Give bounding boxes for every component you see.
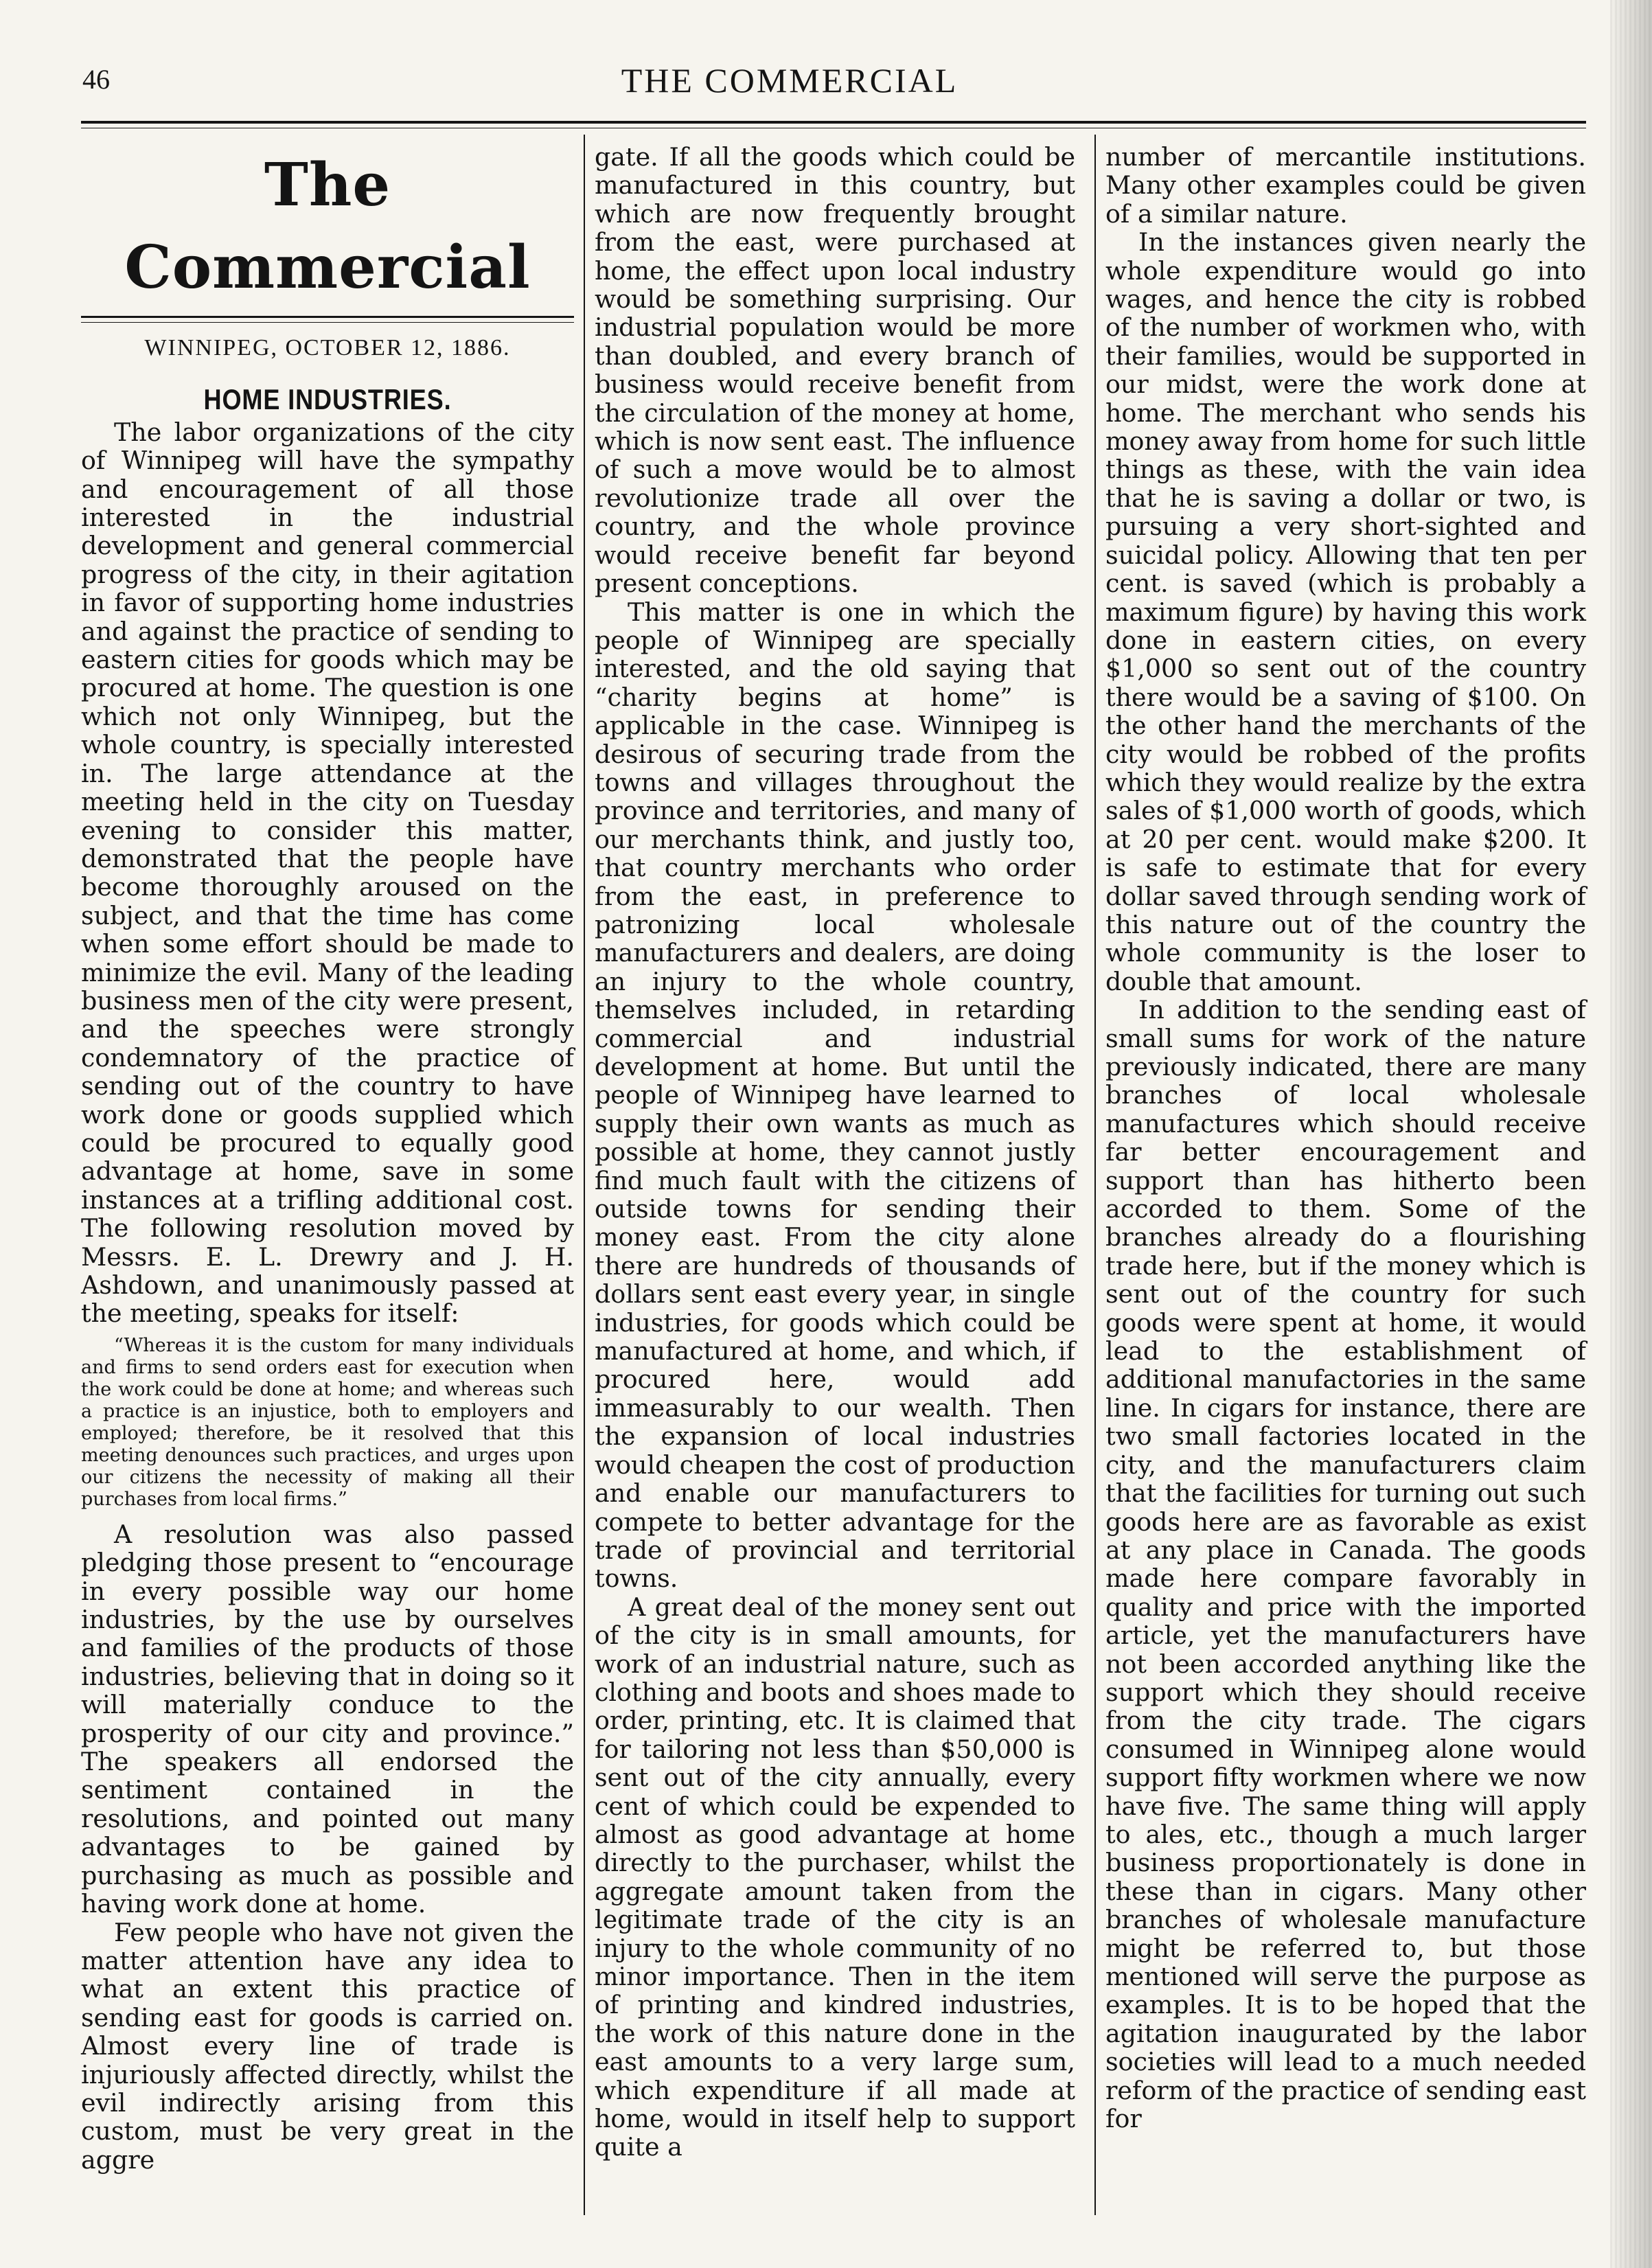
paragraph: In addition to the sending east of small sums for work of the nature previously indicated, there are many branches of local wholesale manufactures which should receive far better encouragement and support than has hitherto been accorded to them. Some of the branches already do a flourishing trade here, but if the money which is sent out of the country for such goods were spent at home, it would lead to the establishment of additional manufactories in the same line. In cigars for instance, there are two small factories located in the city, and the manufacturers claim that the facilities for turning out such goods here are as favorable as exist at any place in Canada. The goods made here compare favorably in quality and price with the imported article, yet the manufacturers have not been accorded anything like the support which they should receive from the city trade. The cigars consumed in Winnipeg alone would support fifty workmen where we now have five. The same thing will apply to ales, etc., though a much larger business proportionately is done in these than in cigars. Many other branches of wholesale manufacture might be referred to, but those mentioned will serve the purpose as examples. It is to be hoped that the agitation inaugurated by the labor societies will lead to a much needed reform of the practice of sending east for (1105, 995, 1586, 2134)
article-column-3 (1105, 143, 1586, 2217)
page-number: 46 (82, 64, 110, 95)
masthead-title: The Commercial (124, 150, 531, 302)
paragraph: A great deal of the money sent out of the city is in small amounts, for work of an industrial nature, such as clothing and boots and shoes made to order, printing, etc. It is claimed that for tailoring not less than $50,000 is sent out of the city annually, every cent of which could be expended to almost as good advantage at home directly to the purchaser, whilst the aggregate amount taken from the legitimate trade of the city is an injury to the whole community of no minor importance. Then in the item of printing and kindred industries, the work of this nature done in the east amounts to a very large sum, which expenditure if all made at home, would in itself help to support quite a (595, 1592, 1075, 2162)
paragraph: The labor organizations of the city of Winnipeg will have the sympathy and encouragement of all those interested in the industrial development and general commercial progress of the city, in their agitation in favor of supporting home industries and against the practice of sending to eastern cities for goods which may be procured at home. The question is one which not only Winnipeg, but the whole country, is specially interested in. The large attendance at the meeting held in the city on Tuesday evening to consider this matter, demonstrated that the people have become thoroughly aroused on the subject, and that the time has come when some effort should be made to minimize the evil. Many of the leading business men of the city were present, and the speeches were strongly condemnatory of the practice of sending out of the country to have work done or goods supplied which could be procured to equally good advantage at home, save in some instances at a trifling additional cost. The following resolution moved by Messrs. E. L. Drewry and J. H. Ashdown, and unanimously passed at the meeting, speaks for itself: (81, 417, 574, 1329)
article-column-1 (81, 143, 574, 2217)
article-column-2 (595, 143, 1075, 2217)
paragraph: number of mercantile institutions. Many other examples could be given of a similar nature. (1105, 142, 1586, 229)
paragraph: Few people who have not given the matter attention have any idea to what an extent this practice of sending east for goods is carried on. Almost every line of trade is injuriously affected directly, whilst the evil indirectly arising from this custom, must be very great in the aggre (81, 1917, 574, 2175)
dateline: WINNIPEG, OCTOBER 12, 1886. (144, 335, 511, 360)
resolution-quote: “Whereas it is the custom for many individuals and firms to send orders east for execution when the work could be done at home; and whereas such a practice is an injustice, both to employers and employed; therefore, be it resolved that this meeting denounces such practices, and urges upon our citizens the necessity of making all their purchases from local firms.” (81, 1334, 574, 1510)
paragraph: In the instances given nearly the whole expenditure would go into wages, and hence the city is robbed of the number of workmen who, with their families, would be supported in our midst, were the work done at home. The merchant who sends his money away from home for such little things as these, with the vain idea that he is saving a dollar or two, is pursuing a very short-sighted and suicidal policy. Allowing that ten per cent. is saved (which is probably a maximum figure) by having this work done in eastern cities, on every $1,000 so sent out of the country there would be a saving of $100. On the other hand the merchants of the city would be robbed of the profits which they would realize by the extra sales of $1,000 worth of goods, which at 20 per cent. would make $200. It is safe to estimate that for every dollar saved through sending work of this nature out of the country the whole community is the loser to double that amount. (1105, 227, 1586, 996)
paragraph: gate. If all the goods which could be manufactured in this country, but which are now frequently brought from the east, were purchased at home, the effect upon local industry would be something surprising. Our industrial population would be more than doubled, and every branch of business would receive benefit from the circulation of the money at home, which is now sent east. The influence of such a move would be to almost revolutionize trade all over the country, and the whole province would receive benefit far beyond present conceptions. (595, 142, 1075, 599)
running-title: THE COMMERCIAL (621, 61, 959, 100)
column-rule-left (584, 135, 585, 2215)
article-headline: HOME INDUSTRIES. (203, 383, 452, 416)
column-rule-right (1094, 135, 1096, 2215)
masthead-rule (81, 316, 574, 323)
header-rule (81, 121, 1586, 124)
paragraph: A resolution was also passed pledging those present to “encourage in every possible way our home industries, by the use by ourselves and families of the products of those industries, believing that in doing so it will materially conduce to the prosperity of our city and province.” The speakers all endorsed the sentiment contained in the resolutions, and pointed out many advantages to be gained by purchasing as much as possible and having work done at home. (81, 1519, 574, 1919)
scanned-edge (1610, 0, 1652, 2268)
paragraph: This matter is one in which the people of Winnipeg are specially interested, and the old saying that “charity begins at home” is applicable in the case. Winnipeg is desirous of securing trade from the towns and villages throughout the province and territories, and many of our merchants think, and justly too, that country merchants who order from the east, in preference to patronizing local wholesale manufacturers and dealers, are doing an injury to the whole country, themselves included, in retarding commercial and industrial development at home. But until the people of Winnipeg have learned to supply their own wants as much as possible at home, they cannot justly find much fault with the citizens of outside towns for sending their money east. From the city alone there are hundreds of thousands of dollars sent east every year, in single industries, for goods which could be manufactured at home, and which, if procured here, would add immeasurably to our wealth. Then the expansion of local industries would cheapen the cost of production and enable our manufacturers to compete to better advantage for the trade of provincial and territorial towns. (595, 597, 1075, 1594)
